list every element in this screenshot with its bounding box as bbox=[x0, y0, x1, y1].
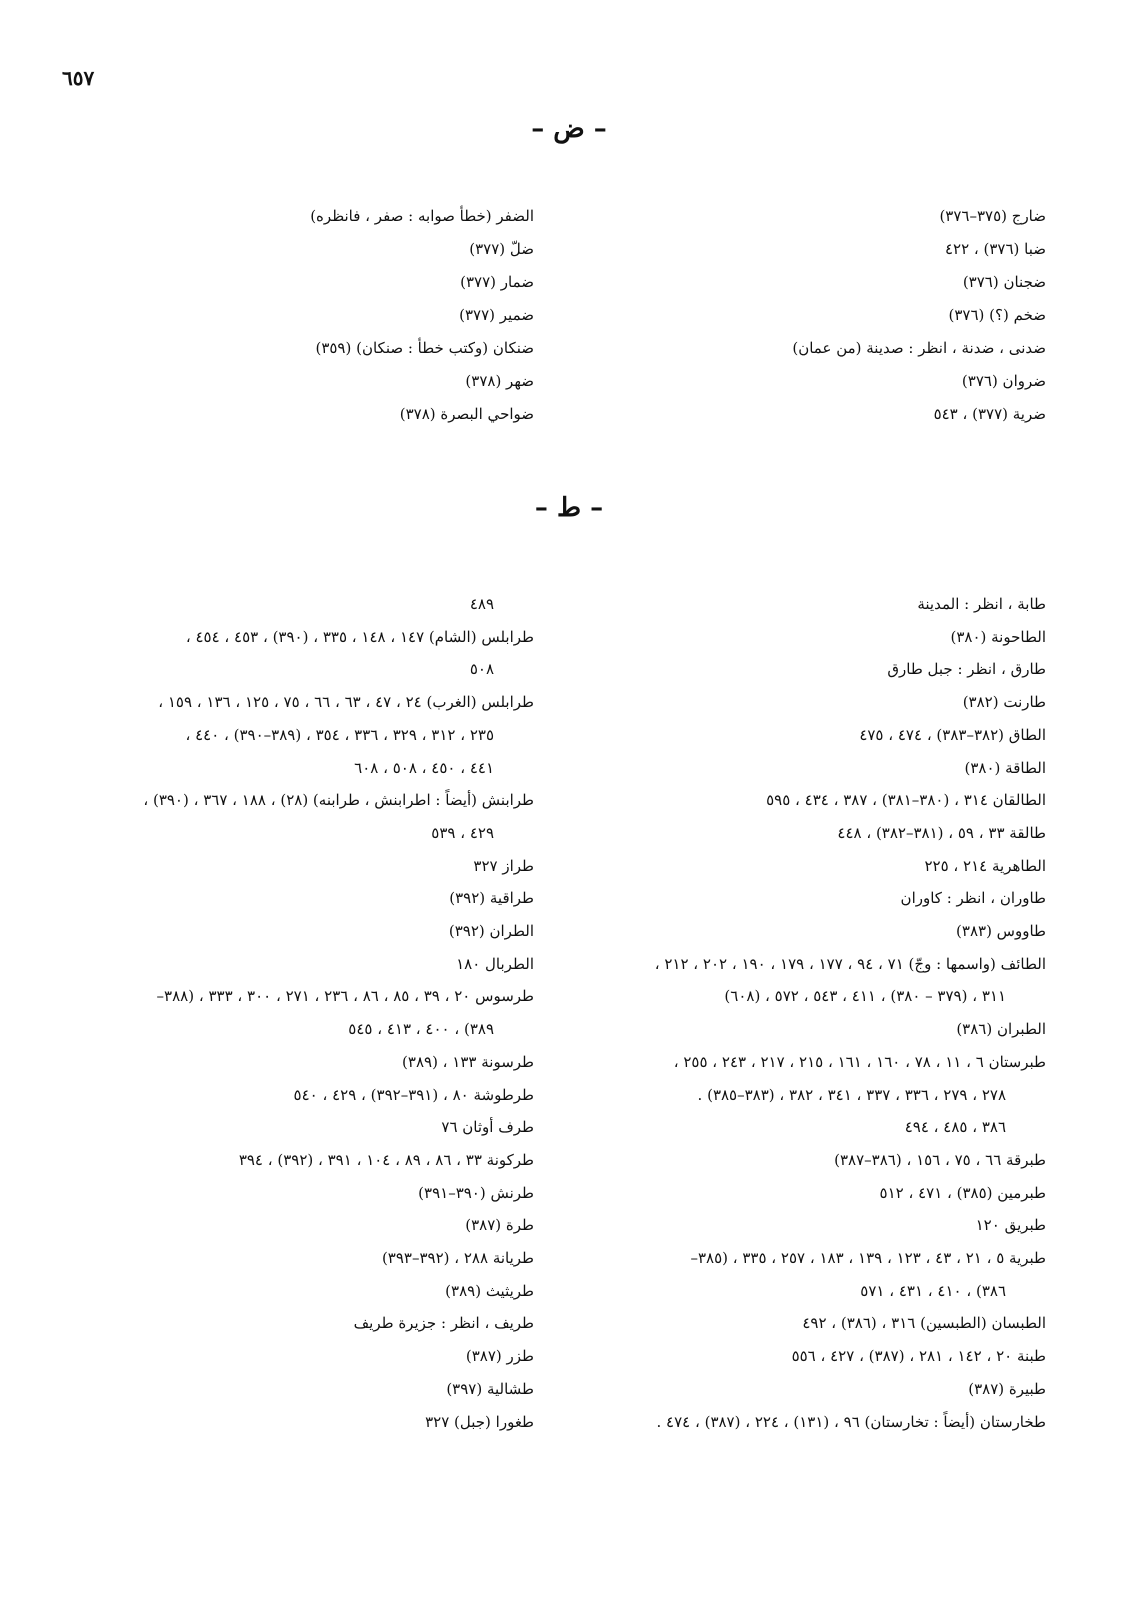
ta-left-entry: طرف أوثان ٧٦ bbox=[441, 1118, 534, 1137]
ta-left-entry: طريف ، انظر : جزيرة طريف bbox=[353, 1314, 534, 1333]
ta-right-entry: طبيرة (٣٨٧) bbox=[968, 1379, 1046, 1398]
ta-left-entry: الطربال ١٨٠ bbox=[456, 954, 534, 973]
ta-right-entry: الطاحونة (٣٨٠) bbox=[950, 627, 1046, 646]
ta-right-entry: ٣٨٦) ، ٤١٠ ، ٤٣١ ، ٥٧١ bbox=[860, 1281, 1006, 1300]
dad-right-entry: ضرية (٣٧٧) ، ٥٤٣ bbox=[933, 405, 1046, 423]
ta-left-entry: طركونة ٣٣ ، ٨٦ ، ٨٩ ، ١٠٤ ، ٣٩١ ، (٣٩٢) ، ٣٩٤ bbox=[238, 1150, 534, 1169]
ta-right-entry: طابة ، انظر : المدينة bbox=[917, 595, 1046, 613]
ta-right-entry: الطاهرية ٢١٤ ، ٢٢٥ bbox=[924, 856, 1046, 875]
ta-left-entry: طريانة ٢٨٨ ، (٣٩٢–٣٩٣) bbox=[381, 1249, 534, 1268]
ta-left-entry: طرنش (٣٩٠–٣٩١) bbox=[418, 1183, 534, 1202]
ta-right-entry: طالقة ٣٣ ، ٥٩ ، (٣٨١–٣٨٢) ، ٤٤٨ bbox=[837, 823, 1046, 842]
ta-left-entry: طريثيث (٣٨٩) bbox=[445, 1281, 534, 1300]
ta-right-entry: الطاق (٣٨٢–٣٨٣) ، ٤٧٤ ، ٤٧٥ bbox=[859, 725, 1046, 744]
ta-left-entry: ٤٢٩ ، ٥٣٩ bbox=[431, 823, 494, 842]
dad-right-entry: ضارج (٣٧٥–٣٧٦) bbox=[939, 207, 1046, 225]
dad-left-column bbox=[310, 200, 534, 431]
ta-right-column bbox=[655, 588, 1046, 1438]
dad-left-entry: ضمار (٣٧٧) bbox=[460, 273, 534, 291]
ta-right-entry: طبرستان ٦ ، ١١ ، ٧٨ ، ١٦٠ ، ١٦١ ، ٢١٥ ، ٢١٧ ، ٢٤٣ ، ٢٥٥ ، bbox=[673, 1052, 1046, 1071]
ta-right-entry: ٣٨٦ ، ٤٨٥ ، ٤٩٤ bbox=[904, 1118, 1006, 1137]
ta-right-entry: طبرية ٥ ، ٢١ ، ٤٣ ، ١٢٣ ، ١٣٩ ، ١٨٣ ، ٢٥٧ ، ٣٣٥ ، (٣٨٥– bbox=[690, 1249, 1046, 1268]
ta-right-entry: طارنت (٣٨٢) bbox=[962, 693, 1046, 712]
ta-left-entry: طرطوشة ٨٠ ، (٣٩١–٣٩٢) ، ٤٢٩ ، ٥٤٠ bbox=[293, 1085, 534, 1104]
ta-left-entry: طرابنش (أيضاً : اطرابنش ، طرابنه) (٢٨) ، ١٨٨ ، ٣٦٧ ، (٣٩٠) ، bbox=[143, 791, 534, 810]
ta-left-entry: طراقية (٣٩٢) bbox=[449, 889, 534, 908]
ta-right-entry: الطبران (٣٨٦) bbox=[956, 1020, 1046, 1039]
ta-right-entry: الطائف (واسمها : وجّ) ٧١ ، ٩٤ ، ١٧٧ ، ١٧٩ ، ١٩٠ ، ٢٠٢ ، ٢١٢ ، bbox=[654, 954, 1046, 973]
ta-left-entry: ٤٤١ ، ٤٥٠ ، ٥٠٨ ، ٦٠٨ bbox=[354, 758, 494, 777]
section-title-dad: – ض – bbox=[531, 114, 607, 144]
ta-left-entry: الطران (٣٩٢) bbox=[448, 922, 534, 941]
dad-right-entry: ضبا (٣٧٦) ، ٤٢٢ bbox=[944, 240, 1046, 258]
ta-left-entry: طزر (٣٨٧) bbox=[465, 1347, 534, 1366]
ta-right-entry: طارق ، انظر : جبل طارق bbox=[887, 660, 1046, 679]
ta-left-entry: طرسوس ٢٠ ، ٣٩ ، ٨٥ ، ٨٦ ، ٢٣٦ ، ٢٧١ ، ٣٠٠ ، ٣٣٣ ، (٣٨٨– bbox=[156, 987, 534, 1006]
dad-right-column bbox=[792, 200, 1046, 431]
ta-left-entry: طرابلس (الشام) ١٤٧ ، ١٤٨ ، ٣٣٥ ، (٣٩٠) ، ٤٥٣ ، ٤٥٤ ، bbox=[185, 627, 534, 646]
ta-right-entry: الطالقان ٣١٤ ، (٣٨٠–٣٨١) ، ٣٨٧ ، ٤٣٤ ، ٥٩٥ bbox=[766, 791, 1046, 810]
ta-right-entry: طاووس (٣٨٣) bbox=[956, 922, 1046, 941]
ta-left-entry: طراز ٣٢٧ bbox=[473, 856, 534, 875]
ta-left-entry: طشالية (٣٩٧) bbox=[446, 1379, 534, 1398]
ta-left-entry: ٤٨٩ bbox=[469, 595, 494, 613]
dad-right-entry: ضدنى ، ضدنة ، انظر : صدينة (من عمان) bbox=[792, 339, 1046, 357]
dad-left-entry: ضهر (٣٧٨) bbox=[465, 372, 534, 390]
section-title-ta: – ط – bbox=[534, 493, 604, 523]
ta-left-entry: ٣٨٩) ، ٤٠٠ ، ٤١٣ ، ٥٤٥ bbox=[348, 1020, 494, 1039]
ta-left-entry: طرابلس (الغرب) ٢٤ ، ٤٧ ، ٦٣ ، ٦٦ ، ٧٥ ، ١٢٥ ، ١٣٦ ، ١٥٩ ، bbox=[158, 693, 534, 712]
dad-left-entry: ضلّ (٣٧٧) bbox=[469, 240, 534, 258]
ta-right-entry: ٢٧٨ ، ٢٧٩ ، ٣٣٦ ، ٣٣٧ ، ٣٤١ ، ٣٨٢ ، (٣٨٣–٣٨٥) . bbox=[697, 1085, 1006, 1104]
ta-left-entry: طرة (٣٨٧) bbox=[465, 1216, 534, 1235]
ta-right-entry: طبنة ٢٠ ، ١٤٢ ، ٢٨١ ، (٣٨٧) ، ٤٢٧ ، ٥٥٦ bbox=[791, 1347, 1046, 1366]
ta-right-entry: طبرقة ٦٦ ، ٧٥ ، ١٥٦ ، (٣٨٦–٣٨٧) bbox=[834, 1150, 1046, 1169]
page-number: ٦٥٧ bbox=[62, 66, 95, 90]
dad-left-entry: ضنكان (وكتب خطأ : صنكان) (٣٥٩) bbox=[315, 339, 534, 357]
dad-left-entry: الضفر (خطأ صوابه : صفر ، فانظره) bbox=[310, 207, 534, 225]
ta-left-entry: ٢٣٥ ، ٣١٢ ، ٣٢٩ ، ٣٣٦ ، ٣٥٤ ، (٣٨٩–٣٩٠) ، ٤٤٠ ، bbox=[185, 725, 494, 744]
ta-left-entry: ٥٠٨ bbox=[469, 660, 494, 679]
dad-right-entry: ضروان (٣٧٦) bbox=[961, 372, 1046, 390]
dad-right-entry: ضجنان (٣٧٦) bbox=[962, 273, 1046, 291]
ta-right-entry: طبريق ١٢٠ bbox=[975, 1216, 1046, 1235]
dad-left-entry: ضمير (٣٧٧) bbox=[459, 306, 534, 324]
ta-left-entry: طرسونة ١٣٣ ، (٣٨٩) bbox=[402, 1052, 534, 1071]
ta-right-entry: طخارستان (أيضاً : تخارستان) ٩٦ ، (١٣١) ، ٢٢٤ ، (٣٨٧) ، ٤٧٤ . bbox=[656, 1412, 1046, 1431]
ta-right-entry: طبرمين (٣٨٥) ، ٤٧١ ، ٥١٢ bbox=[879, 1183, 1046, 1202]
ta-left-column bbox=[143, 588, 534, 1438]
ta-right-entry: طاوران ، انظر : كاوران bbox=[900, 889, 1046, 908]
dad-left-entry: ضواحي البصرة (٣٧٨) bbox=[399, 405, 534, 423]
ta-right-entry: الطاقة (٣٨٠) bbox=[964, 758, 1046, 777]
ta-right-entry: ٣١١ ، (٣٧٩ – ٣٨٠) ، ٤١١ ، ٥٤٣ ، ٥٧٢ ، (٦٠٨) bbox=[724, 987, 1006, 1006]
ta-right-entry: الطبسان (الطبسين) ٣١٦ ، (٣٨٦) ، ٤٩٢ bbox=[802, 1314, 1046, 1333]
dad-right-entry: ضخم (؟) (٣٧٦) bbox=[948, 306, 1046, 324]
ta-left-entry: طغورا (جبل) ٣٢٧ bbox=[425, 1412, 534, 1431]
